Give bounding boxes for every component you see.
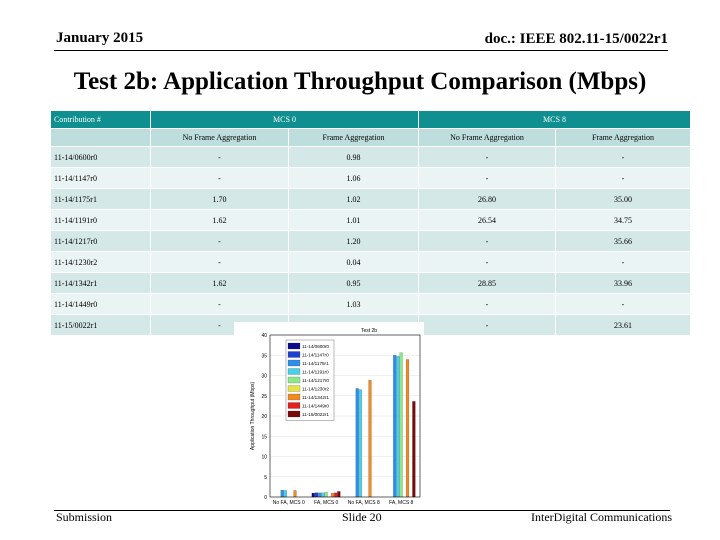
chart-bar (356, 388, 359, 497)
value-cell: 1.02 (289, 189, 419, 210)
value-cell: - (151, 315, 289, 336)
value-cell: 28.85 (419, 273, 556, 294)
chart-bar (312, 493, 315, 497)
chart-title: Test 2b (360, 328, 378, 334)
legend-label: 11-14/1147r0 (302, 352, 329, 358)
value-cell: 1.62 (151, 273, 289, 294)
value-cell: 35.66 (556, 231, 691, 252)
legend-swatch (288, 369, 300, 375)
legend-label: 11-14/1342r1 (302, 395, 329, 400)
contribution-cell: 11-14/1449r0 (51, 294, 151, 315)
chart-bar (406, 359, 409, 497)
header-cell: MCS 0 (151, 111, 419, 129)
table-row (51, 294, 691, 315)
value-cell: 1.01 (289, 210, 419, 231)
footer-submission: Submission (56, 510, 113, 524)
value-cell: - (151, 294, 289, 315)
value-cell: 23.61 (556, 315, 691, 336)
value-cell: 26.80 (419, 189, 556, 210)
legend-label: 11-14/1175r1 (302, 361, 329, 366)
table-header-row (51, 111, 691, 129)
y-tick-label: 30 (261, 373, 267, 380)
y-tick-label: 0 (264, 495, 267, 501)
legend-swatch (288, 377, 300, 383)
value-cell: - (419, 252, 556, 273)
chart-bar (337, 491, 340, 497)
footer-slide-number: Slide 20 (342, 510, 382, 524)
contribution-cell: 11-14/1217r0 (51, 231, 151, 252)
header-divider (54, 50, 668, 51)
y-tick-label: 25 (261, 393, 267, 400)
table-row (51, 252, 691, 273)
legend-label: 11-15/0022r1 (302, 412, 329, 417)
chart-bar (400, 353, 403, 497)
contribution-cell: 11-14/0600r0 (51, 147, 151, 168)
chart-bar (281, 490, 284, 497)
value-cell: - (151, 168, 289, 189)
value-cell: - (556, 168, 691, 189)
chart-bar (321, 493, 324, 497)
value-cell: - (556, 252, 691, 273)
x-tick-label: No FA, MCS 0 (272, 500, 305, 506)
chart-bar (315, 493, 318, 497)
legend-swatch (288, 352, 300, 358)
x-tick-label: FA, MCS 8 (389, 500, 414, 506)
subheader-cell: No Frame Aggregation (419, 129, 556, 147)
value-cell: 0.95 (289, 273, 419, 294)
header-date: January 2015 (56, 30, 144, 46)
contribution-cell: 11-14/1342r1 (51, 273, 151, 294)
table-row (51, 168, 691, 189)
value-cell: - (556, 147, 691, 168)
x-tick-label: No FA, MCS 8 (347, 500, 380, 506)
value-cell: 34.75 (556, 210, 691, 231)
value-cell: 1.03 (289, 294, 419, 315)
footer-company: InterDigital Communications (531, 510, 672, 524)
legend-swatch (288, 403, 300, 409)
y-tick-label: 5 (264, 474, 267, 481)
chart-bar (284, 490, 287, 497)
value-cell: 33.96 (556, 273, 691, 294)
legend-label: 11-14/1230r2 (302, 386, 329, 392)
value-cell: 0.98 (289, 147, 419, 168)
chart-bar (331, 493, 334, 497)
value-cell: - (419, 294, 556, 315)
contribution-cell: 11-14/1175r1 (51, 189, 151, 210)
value-cell: 26.54 (419, 210, 556, 231)
subheader-cell (51, 129, 151, 147)
table-row (51, 210, 691, 231)
value-cell: 35.00 (556, 189, 691, 210)
contribution-cell: 11-14/1147r0 (51, 168, 151, 189)
legend-label: 11-14/1191r0 (302, 369, 329, 375)
table-row (51, 273, 691, 294)
value-cell: - (556, 294, 691, 315)
chart-bar (359, 390, 362, 497)
header-cell: Contribution # (51, 111, 151, 129)
chart-bar (318, 493, 321, 497)
chart-bar (294, 490, 297, 497)
legend-label: 11-14/1449r0 (302, 403, 329, 409)
table-row (51, 231, 691, 252)
table-row (51, 147, 691, 168)
legend-label: 11-14/0600r0 (302, 344, 329, 349)
legend-swatch (288, 386, 300, 392)
chart-bar (325, 492, 328, 497)
chart-bar (334, 493, 337, 497)
legend-label: 11-14/1217r0 (302, 378, 329, 383)
contribution-cell: 11-14/1230r2 (51, 252, 151, 273)
contribution-cell: 11-14/1191r0 (51, 210, 151, 231)
value-cell: - (151, 147, 289, 168)
value-cell: - (419, 168, 556, 189)
y-tick-label: 20 (261, 414, 267, 420)
value-cell: 1.20 (289, 231, 419, 252)
value-cell: - (151, 231, 289, 252)
results-table (50, 110, 691, 336)
y-tick-label: 35 (261, 353, 267, 360)
value-cell: - (151, 252, 289, 273)
slide-title: Test 2b: Application Throughput Comparison (Mbps) (73, 68, 647, 95)
y-tick-label: 15 (261, 434, 267, 441)
value-cell: 1.62 (151, 210, 289, 231)
value-cell: 1.06 (289, 168, 419, 189)
legend-swatch (288, 360, 300, 366)
chart-bar (396, 356, 399, 497)
value-cell: 1.70 (151, 189, 289, 210)
chart-bar (393, 355, 396, 497)
table-row (51, 189, 691, 210)
value-cell: - (419, 231, 556, 252)
y-tick-label: 40 (261, 333, 267, 339)
chart-bar (412, 401, 415, 497)
value-cell: - (419, 315, 556, 336)
chart-y-axis-label: Application Throughput (Mbps) (250, 381, 256, 451)
legend-swatch (288, 411, 300, 417)
table-subheader-row (51, 129, 691, 147)
value-cell: - (419, 147, 556, 168)
contribution-cell: 11-15/0022r1 (51, 315, 151, 336)
legend-swatch (288, 343, 300, 349)
subheader-cell: No Frame Aggregation (151, 129, 289, 147)
chart-bar (369, 380, 372, 497)
subheader-cell: Frame Aggregation (289, 129, 419, 147)
header-doc-id: doc.: IEEE 802.11-15/0022r1 (484, 31, 668, 47)
header-cell: MCS 8 (419, 111, 691, 129)
y-tick-label: 10 (261, 454, 267, 461)
legend-swatch (288, 394, 300, 400)
x-tick-label: FA, MCS 0 (314, 500, 339, 506)
throughput-chart (234, 322, 424, 507)
value-cell: 0.04 (289, 252, 419, 273)
subheader-cell: Frame Aggregation (556, 129, 691, 147)
